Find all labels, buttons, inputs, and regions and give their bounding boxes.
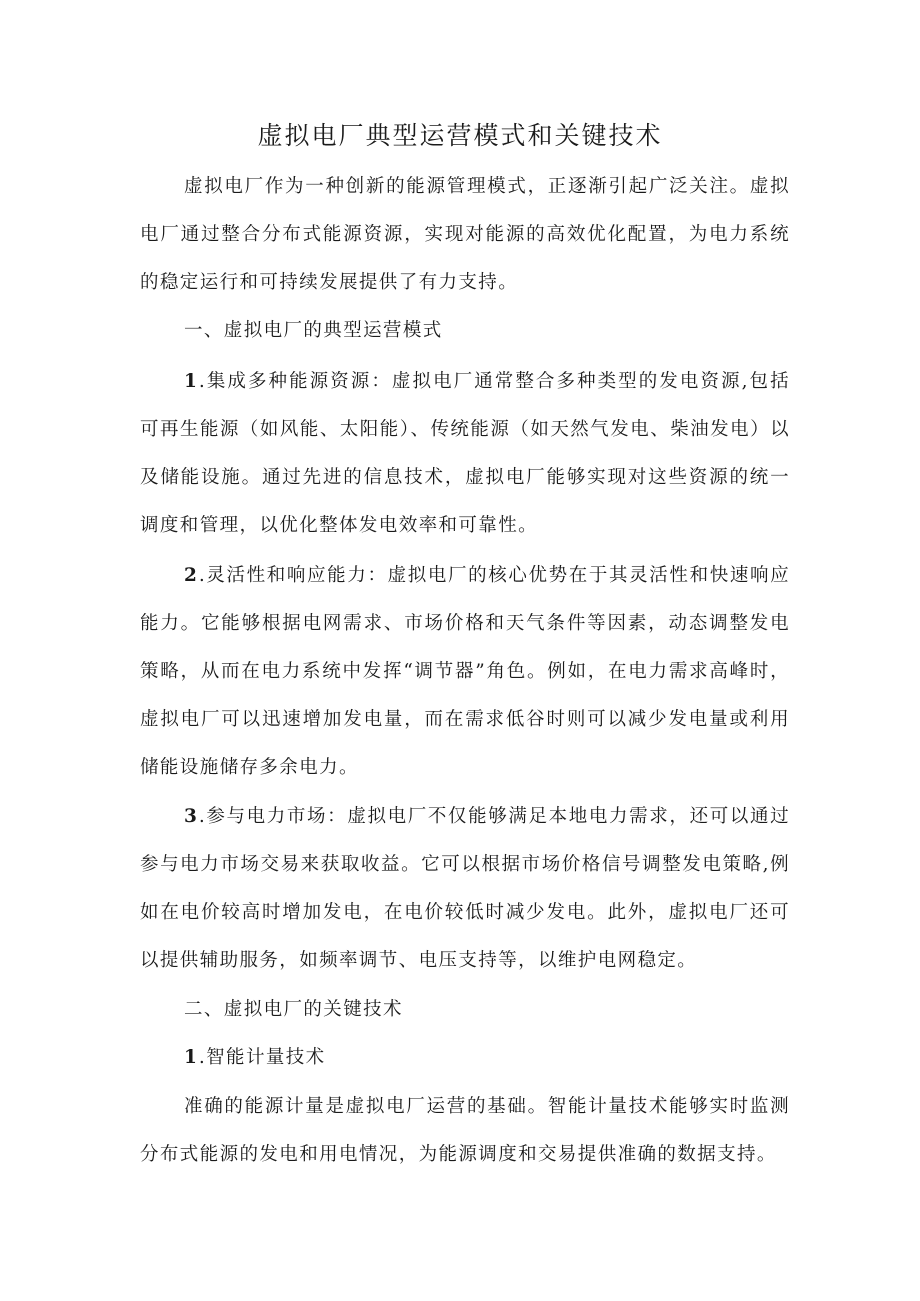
item-number: 3 (184, 806, 199, 827)
intro-paragraph: 虚拟电厂作为一种创新的能源管理模式，正逐渐引起广泛关注。虚拟电厂通过整合分布式能源资源，实现对能源的高效优化配置，为电力系统的稳定运行和可持续发展提供了有力支持。 (140, 176, 790, 293)
item-text: .灵活性和响应能力：虚拟电厂的核心优势在于其灵活性和快速响应能力。它能够根据电网需求、市场价格和天气条件等因素，动态调整发电策略，从而在电力系统中发挥“调节器”角色。例如，在电力需求高峰时，虚拟电厂可以迅速增加发电量，而在需求低谷时则可以减少发电量或利用储能设施储存多余电力。 (140, 565, 790, 778)
section-1-heading: 一、虚拟电厂的典型运营模式 (184, 320, 443, 341)
section-2-sub-1-paragraph: 准确的能源计量是虚拟电厂运营的基础。智能计量技术能够实时监测分布式能源的发电和用电情况，为能源调度和交易提供准确的数据支持。 (140, 1096, 790, 1165)
item-text: .参与电力市场：虚拟电厂不仅能够满足本地电力需求，还可以通过参与电力市场交易来获取收益。它可以根据市场价格信号调整发电策略,例如在电价较高时增加发电，在电价较低时减少发电。此外，虚拟电厂还可以提供辅助服务，如频率调节、电压支持等，以维护电网稳定。 (140, 806, 790, 971)
sub-number: 1 (184, 1047, 199, 1068)
item-text: .集成多种能源资源：虚拟电厂通常整合多种类型的发电资源,包括可再生能源（如风能、太阳能）、传统能源（如天然气发电、柴油发电）以及储能设施。通过先进的信息技术，虚拟电厂能够实现对这些资源的统一调度和管理，以优化整体发电效率和可靠性。 (140, 371, 790, 536)
section-1-item-2 (140, 552, 790, 792)
sub-heading-text: .智能计量技术 (198, 1047, 326, 1068)
item-number: 2 (184, 565, 199, 586)
section-1-item-1 (140, 358, 790, 550)
section-2-sub-1-heading (184, 1034, 326, 1082)
section-2-heading: 二、虚拟电厂的关键技术 (184, 999, 403, 1020)
item-number: 1 (184, 371, 199, 392)
section-1-item-3 (140, 793, 790, 985)
document-title: 虚拟电厂典型运营模式和关键技术 (257, 121, 663, 150)
